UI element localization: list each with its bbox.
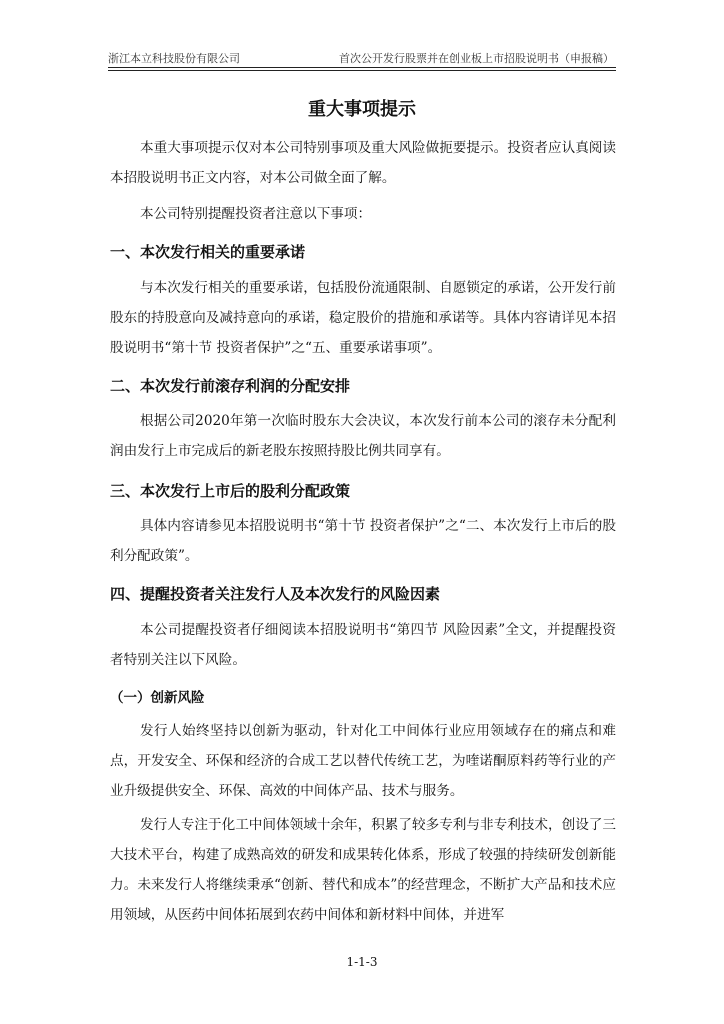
- section-paragraph: 具体内容请参见本招股说明书“第十节 投资者保护”之“二、本次发行上市后的股利分配政策”。: [110, 518, 616, 564]
- intro-paragraph: 本重大事项提示仅对本公司特别事项及重大风险做扼要提示。投资者应认真阅读本招股说明书正文内容，对本公司做全面了解。: [110, 140, 616, 186]
- section-heading: 四、提醒投资者关注发行人及本次发行的风险因素: [110, 585, 441, 603]
- page-title: 重大事项提示: [308, 99, 416, 120]
- section-paragraph: 根据公司2020年第一次临时股东大会决议，本次发行前本公司的滚存未分配利润由发行上市完成后的新老股东按照持股比例共同享有。: [110, 413, 616, 459]
- section-heading: 三、本次发行上市后的股利分配政策: [110, 482, 351, 500]
- header-company-name: 浙江本立科技股份有限公司: [108, 52, 240, 65]
- subsection-paragraph: 发行人始终坚持以创新为驱动，针对化工中间体行业应用领域存在的痛点和难点，开发安全、环保和经济的合成工艺以替代传统工艺，为喹诺酮原料药等行业的产业升级提供安全、环保、高效的中间体产品、技术与服务。: [110, 723, 616, 799]
- header-rule-thin: [108, 70, 616, 71]
- section-paragraph: 本公司提醒投资者仔细阅读本招股说明书“第四节 风险因素”全文，并提醒投资者特别关注以下风险。: [110, 622, 616, 668]
- header-document-title: 首次公开发行股票并在创业板上市招股说明书（申报稿）: [339, 52, 614, 65]
- page-number: 1-1-3: [346, 955, 378, 969]
- section-heading: 二、本次发行前滚存利润的分配安排: [110, 377, 351, 395]
- subsection-paragraph: 发行人专注于化工中间体领域十余年，积累了较多专利与非专利技术，创设了三大技术平台，构建了成熟高效的研发和成果转化体系，形成了较强的持续研发创新能力。未来发行人将继续秉承“创新、替代和成本”的经营理念，不断扩大产品和技术应用领域，从医药中间体拓展到农药中间体和新材料中间体，并进军: [110, 817, 616, 923]
- section-heading: 一、本次发行相关的重要承诺: [110, 243, 306, 261]
- subsection-heading: （一）创新风险: [110, 690, 205, 706]
- section-paragraph: 与本次发行相关的重要承诺，包括股份流通限制、自愿锁定的承诺，公开发行前股东的持股意向及减持意向的承诺，稳定股价的措施和承诺等。具体内容请详见本招股说明书“第十节 投资者保护”之“五、重要承诺事项”。: [110, 280, 616, 356]
- intro-paragraph: 本公司特别提醒投资者注意以下事项：: [140, 206, 372, 222]
- header-rule: [108, 67, 616, 68]
